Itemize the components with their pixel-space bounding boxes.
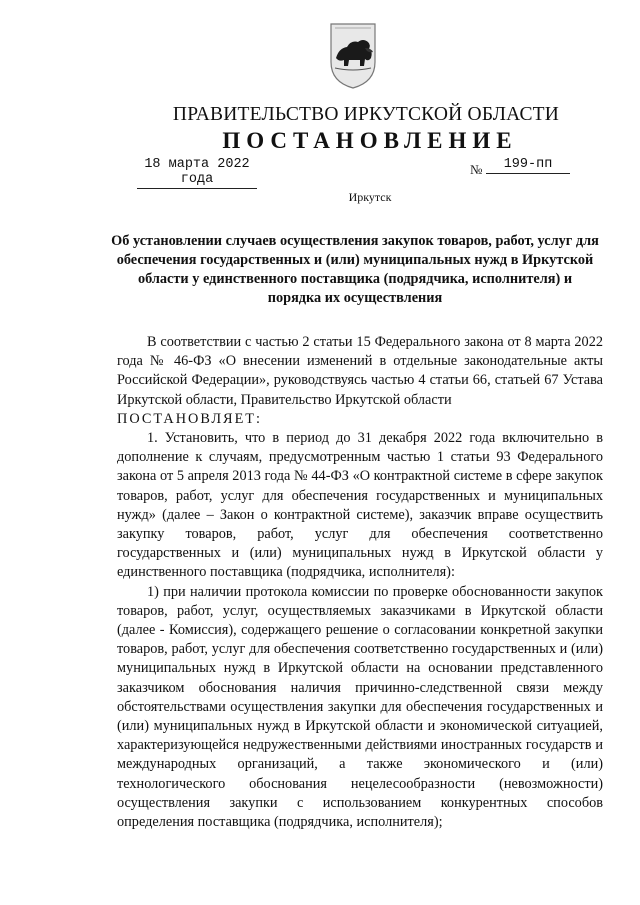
item-1-paragraph: 1. Установить, что в период до 31 декабря 2022 года включительно в дополнение к случаям, предусмотренным частью 1 статьи 93 Федерального закона от 5 апреля 2013 года № 44-ФЗ «О контрактной системе в сфере закупок товаров, работ, услуг для обеспечения государственных и муниципальных нужд» (далее – Закон о контрактной системе), заказчик вправе осуществить закупку товаров, работ, услуг для обеспечения соответственно государственных и (или) муниципальных нужд в Иркутской области у единственного поставщика (подрядчика, исполнителя):: [117, 430, 603, 581]
preamble-paragraph: В соответствии с частью 2 статьи 15 Федерального закона от 8 марта 2022 года № 46-ФЗ «О внесении изменений в отдельные законодательные акты Российской Федерации», руководствуясь частью 4 статьи 66, статьей 67 Устава Иркутской области, Правительство Иркутской области: [117, 334, 603, 408]
subitem-1-paragraph: 1) при наличии протокола комиссии по проверке обоснованности закупок товаров, работ, услуг, осуществляемых заказчиками в Иркутской области (далее - Комиссия), содержащего решение о согласовании конкретной закупки товаров, работ, услуг для обеспечения соответственно государственных и (или) муниципальных нужд в Иркутской области на основании представленного заказчиком обоснования наличия причинно-следственной связи между обстоятельствами осуществления закупки для обеспечения государственных и (или) муниципальных нужд в Иркутской области и экономической ситуацией, характеризующейся недружественными действиями иностранных государств и международных организаций, а также экономического и (или) технологического обоснования нецелесообразности (невозможности) осуществления закупки с использованием конкурентных способов определения поставщика (подрядчика, исполнителя);: [117, 583, 603, 831]
irkutsk-coat-of-arms-icon: [327, 18, 379, 90]
number-sign: №: [470, 162, 483, 177]
decree-heading: ПОСТАНОВЛЯЕТ:: [117, 410, 263, 427]
document-type: ПОСТАНОВЛЕНИЕ: [222, 128, 518, 153]
document-body: [117, 333, 603, 832]
document-city: Иркутск: [348, 190, 392, 204]
organization-name: ПРАВИТЕЛЬСТВО ИРКУТСКОЙ ОБЛАСТИ: [172, 104, 560, 125]
document-date: 18 марта 2022 года: [137, 157, 257, 189]
document-title: Об установлении случаев осуществления закупок товаров, работ, услуг для обеспечения государственных и (или) муниципальных нужд в Иркутской области у единственного поставщика (подрядчика, исполнителя) и порядка их осуществления: [111, 233, 599, 306]
document-number: 199-пп: [486, 157, 570, 174]
